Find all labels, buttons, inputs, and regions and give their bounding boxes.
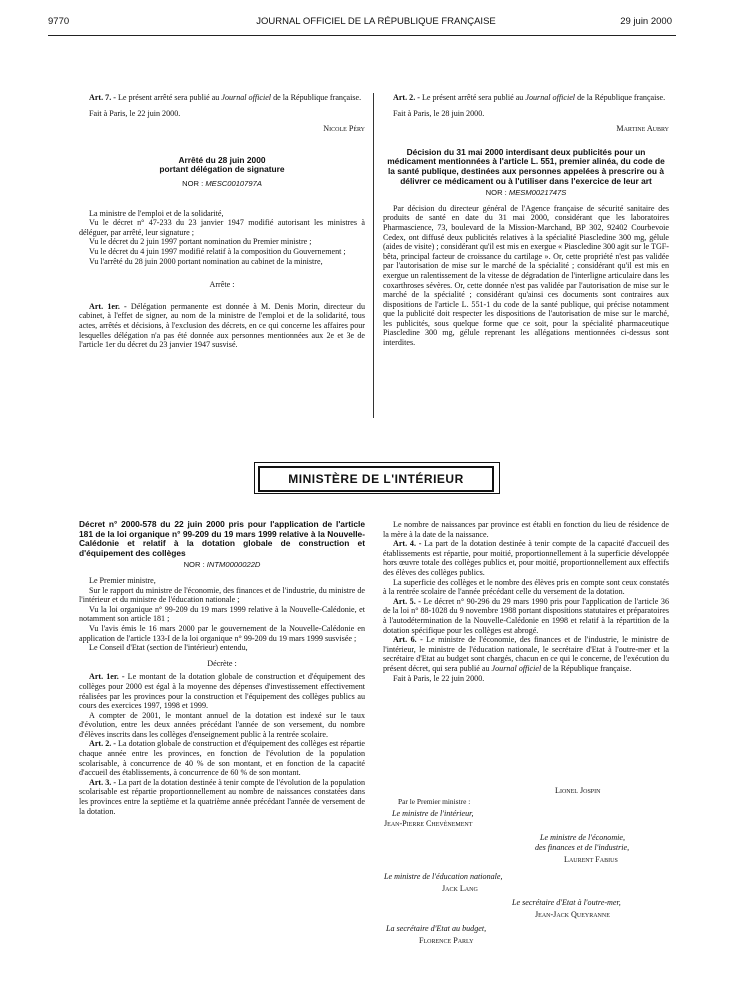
signature-queyranne: Jean-Jack Queyranne [535,910,610,919]
arrete-label: Arrête : [209,280,235,290]
ministry-heading: MINISTÈRE DE L'INTÉRIEUR [258,466,494,492]
fait-a-paris: Fait à Paris, le 22 juin 2000. [89,108,181,118]
decision-body: Par décision du directeur général de l'Agence française de sécurité sanitaire des produits de santé en date du 31 mai 2000, considérant que les laboratoires Pharmascience, 73, boulevard de la Mission-Marchand, BP 302, 92402 Courbevoie Cedex, ont diffusé deux publicités relatives à la spécialité Piascledine 300 mg, gélule (aides de visite) ; considérant qu'il est mis en exergue « Piascledine 300 agit sur le TGF-bêta, principal facteur de croissance du cartilage ». Or, cette propriété n'est pas validée par l'autorisation de mise sur le marché de la spécialité ; considérant qu'il est mis en exergue un ralentissement de la vitesse de dégradation de l'interligne articulaire dans les coxarthroses sévères. Or, cette donnée n'est pas validée par l'autorisation de mise sur le marché de la spécialité ; considérant qu'ainsi ces documents sont contraires aux dispositions de l'article L. 551-1 du code de la santé publique, qui précise notamment que la publicité doit respecter les dispositions de l'autorisation de mise sur le marché, les publicités, sous quelque forme que ce soit, pour la spécialité pharmaceutique Piascledine 300 mg, gélule reprenant les allégations mentionnées ci-dessus sont interdites. [383,203,669,348]
decrete-label: Décrète : [207,658,237,668]
visa-paragraph: Le Conseil d'Etat (section de l'intérieur) entendu, [89,643,248,653]
article-6: Art. 6. - Le ministre de l'économie, des finances et de l'industrie, le ministre de l'intérieur, le ministre de l'éducation nationale, le secrétaire d'Etat à l'outre-mer et la secrétaire d'Etat au budget sont chargés, chacun en ce qui le concerne, de l'exécution du présent décret, qui sera publié au Journal officiel de la République française. [383,635,669,673]
nor-reference: NOR : INTM0000022D [183,560,261,570]
bottom-right-column [383,520,669,683]
visa-paragraph: Vu l'arrêté du 28 juin 2000 portant nomination au cabinet de la ministre, [89,256,323,266]
body-paragraph: Le nombre de naissances par province est établi en fonction du lieu de résidence de la mère à la date de la naissance. [383,520,669,539]
article-7: Art. 7. - Le présent arrêté sera publié au Journal officiel de la République française. [89,93,362,102]
visa-paragraph: Vu le décret n° 47-233 du 23 janvier 1947 modifié autorisant les ministres à déléguer, par arrêté, leur signature ; [79,218,365,237]
bottom-left-column [79,520,365,816]
page-number: 9770 [48,16,70,27]
signature-jospin: Lionel Jospin [555,786,601,795]
nor-reference: NOR : MESM0021747S [485,188,567,198]
signature-aubry: Martine Aubry [616,124,669,134]
title-min-economie: Le ministre de l'économie, [540,833,626,842]
title-se-budget: La secrétaire d'Etat au budget, [386,924,487,933]
visa-paragraph: Vu le décret du 4 juin 1997 modifié relatif à la composition du Gouvernement ; [89,246,346,256]
top-left-column [79,93,365,350]
article-4: Art. 4. - La part de la dotation destinée à tenir compte de la capacité d'accueil des établissements est répartie, pour moitié, proportionnellement à la superficie développée hors œuvre totale des collèges publics et, pour moitié, proportionnellement aux effectifs des élèves des collèges publics. [383,539,669,577]
visa-paragraph: Vu l'avis émis le 16 mars 2000 par le gouvernement de la Nouvelle-Calédonie en application de l'article 133-I de la loi organique n° 99-209 du 19 mars 1999 susvisée ; [79,623,365,643]
title-se-outre-mer: Le secrétaire d'Etat à l'outre-mer, [512,898,621,907]
journal-title: JOURNAL OFFICIEL DE LA RÉPUBLIQUE FRANÇAISE [256,16,496,27]
visa-paragraph: Vu la loi organique n° 99-209 du 19 mars 1999 relative à la Nouvelle-Calédonie, et notamment son article 181 ; [79,604,365,624]
header-rule [48,35,676,36]
article-3: Art. 3. - La part de la dotation destinée à tenir compte de l'évolution de la population scolarisable est répartie proportionnellement au nombre de naissances constatées dans les provinces entre la septième et la quatrième année précédant l'année de versement de la dotation. [79,777,366,816]
signature-parly: Florence Parly [419,936,474,945]
visa-paragraph: La ministre de l'emploi et de la solidarité, [89,208,224,218]
arrete-title: Arrêté du 28 juin 2000 portant délégation de signature [159,154,285,175]
top-right-column [383,93,669,348]
article-1: Art. 1er. - Délégation permanente est donnée à M. Denis Morin, directeur du cabinet, à l'effet de signer, au nom de la ministre de l'emploi et de la solidarité, tous actes, arrêtés et décisions, à l'exclusion des décrets, en ce qui concerne les affaires pour lesquelles délégation n'a pas été donnée aux personnes mentionnées aux 2e et 3e de l'article 1er du décret du 23 janvier 1947 susvisé. [79,301,365,350]
signature-fabius: Laurent Fabius [564,855,618,864]
visa-paragraph: Le Premier ministre, [89,575,156,585]
decision-title: Décision du 31 mai 2000 interdisant deux publicités pour un médicament mentionnées à l'article L. 551, premier alinéa, du code de la santé publique, destinées aux personnes appelées à prescrire ou à délivrer ce médicament ou à l'utiliser dans l'exercice de leur art [387,146,665,186]
article-1: Art. 1er. - Le montant de la dotation globale de construction et d'équipement des collèges pour 2000 est égal à la moyenne des dépenses d'investissement effectivement réalisées par les provinces pour la construction et l'équipement des collèges publics au cours des exercices 1997, 1998 et 1999. [79,672,365,711]
fait-a-paris: Fait à Paris, le 28 juin 2000. [393,108,485,118]
article-2: Art. 2. - Le présent arrêté sera publié au Journal officiel de la République française. [393,93,666,102]
title-min-education: Le ministre de l'éducation nationale, [384,872,503,881]
column-separator [373,93,374,418]
signature-pery: Nicole Péry [323,124,365,134]
article-2: Art. 2. - La dotation globale de construction et d'équipement des collèges est répartie chaque année entre les provinces, en fonction de l'évolution de la population scolarisable, à concurrence de 40 % de son montant, et en fonction de la capacité d'accueil des établissements, à concurrence de 60 % de son montant. [79,739,365,778]
decret-title: Décret n° 2000-578 du 22 juin 2000 pris pour l'application de l'article 181 de la loi organique n° 99-209 du 19 mars 1999 relative à la Nouvelle-Calédonie et relatif à la dotation globale de construction et d'équipement des collèges [79,519,365,558]
article-5: Art. 5. - Le décret n° 90-296 du 29 mars 1990 pris pour l'application de l'article 36 de la loi n° 88-1028 du 9 novembre 1988 portant dispositions statutaires et préparatoires à l'autodétermination de la Nouvelle-Calédonie en 1998 et relatif à la répartition de la dotation spécifique pour les collèges est abrogé. [383,596,670,635]
issue-date: 29 juin 2000 [620,16,672,27]
visa-paragraph: Sur le rapport du ministre de l'économie, des finances et de l'industrie, du ministre de l'intérieur et du ministre de l'éducation nationale ; [79,585,365,605]
page-header [48,16,672,32]
signature-chevenement: Jean-Pierre Chevènement [384,819,473,828]
signature-lang: Jack Lang [442,884,478,893]
fait-a-paris: Fait à Paris, le 22 juin 2000. [393,673,485,683]
body-paragraph: La superficie des collèges et le nombre des élèves pris en compte sont ceux constatés à la rentrée scolaire de l'année précédant celle du versement de la dotation. [383,577,669,597]
body-paragraph: A compter de 2001, le montant annuel de la dotation est indexé sur le taux d'évolution, entre les deux années précédant l'année de son versement, du nombre d'élèves inscrits dans les collèges d'enseignement public à la rentrée scolaire. [79,710,365,739]
nor-reference: NOR : MESC0010797A [182,178,262,188]
par-premier-ministre: Par le Premier ministre : [398,797,471,806]
title-min-economie-2: des finances et de l'industrie, [535,843,630,852]
title-min-interieur: Le ministre de l'intérieur, [392,809,474,818]
visa-paragraph: Vu le décret du 2 juin 1997 portant nomination du Premier ministre ; [89,237,312,247]
